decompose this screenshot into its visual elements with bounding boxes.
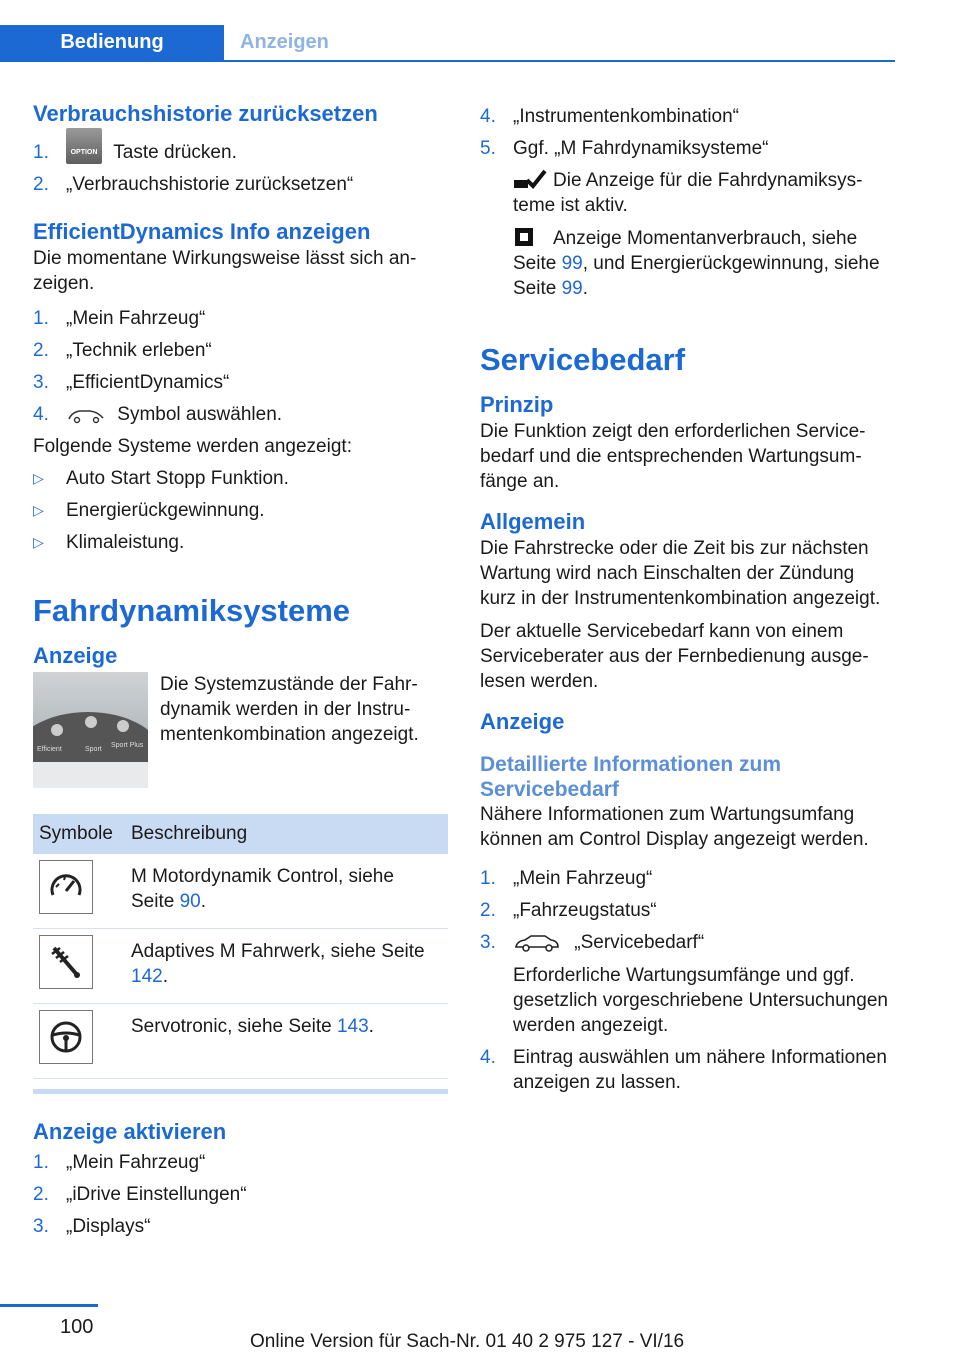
footer-text: Online Version für Sach-Nr. 01 40 2 975 127 - VI/16 [250,1331,685,1352]
list-item: ▷ Klimaleistung. [33,532,185,553]
chapter-title-fahrdynamiksysteme: Fahrdynamiksysteme [33,593,351,628]
suspension-icon [39,935,93,989]
option-button-icon: OPTION [66,128,102,164]
list-item: 3. „EfficientDynamics“ [33,372,230,393]
checkmark-icon [513,168,547,190]
car-service-icon [513,933,561,953]
list-item: ▷ Energierückgewinnung. [33,500,265,521]
list-item: 2. „Technik erleben“ [33,340,212,361]
section-title-anzeige: Anzeige [480,709,565,734]
list-item: 2. „iDrive Einstellungen“ [33,1184,247,1205]
triangle-bullet-icon: ▷ [33,502,44,518]
list-item: 1. „Mein Fahrzeug“ [480,868,653,889]
section-title-anzeige-aktivieren: Anzeige aktivieren [33,1119,227,1144]
right-column [480,104,890,1102]
page-link[interactable]: 99 [561,253,583,274]
steering-wheel-icon [39,1010,93,1064]
table-header: Symbole Beschreibung [33,814,448,854]
section-title-allgemein: Allgemein [480,509,586,534]
symbol-table [33,814,448,1079]
list-item: 3. „Servicebedarf“ Erforderliche Wartungsumfänge und ggf. gesetzlich vorgeschriebene Untersuchungen werden angezeigt. [480,932,888,1036]
square-icon [515,228,533,246]
paragraph: Nähere Informationen zum Wartungsumfang können am Control Display angezeigt werden. [480,804,869,850]
subsection-title-detaillierte-informationen: Detaillierte Informationen zum Servicebedarf [480,753,782,801]
paragraph: Die Fahrstrecke oder die Zeit bis zur nächsten Wartung wird nach Einschalten der Zündung kurz in der Instrumentenkombination angezeigt. [480,538,881,609]
instrument-image: Efficient Sport Sport Plus [33,672,148,788]
list-item: 4. Eintrag auswählen um nähere Informationen anzeigen zu lassen. [480,1047,887,1093]
list-item: 2. „Fahrzeugstatus“ [480,900,657,921]
chapter-title-servicebedarf: Servicebedarf [480,342,686,377]
table-row: Servotronic, siehe Seite 143. [33,1004,448,1079]
paragraph: Anzeige Momentanverbrauch, siehe Seite 99, und Energierückgewinnung, siehe Seite 99. [513,228,880,299]
paragraph: Folgende Systeme werden angezeigt: [33,436,352,457]
list-item: 1. „Mein Fahrzeug“ [33,308,206,329]
car-eco-icon [66,406,106,424]
list-item: ▷ Auto Start Stopp Funktion. [33,468,289,489]
list-item: 1. „Mein Fahrzeug“ [33,1152,206,1173]
page-link[interactable]: 99 [561,278,583,299]
anzeige-block [33,672,448,788]
tab-anzeigen[interactable]: Anzeigen [240,31,329,53]
page-link[interactable]: 90 [179,891,201,912]
triangle-bullet-icon: ▷ [33,470,44,486]
list-item: 5. Ggf. „M Fahrdynamiksysteme“ [480,138,769,159]
page-number: 100 [60,1316,94,1338]
list-item: 2. „Verbrauchshistorie zurücksetzen“ [33,174,354,195]
section-title-prinzip: Prinzip [480,392,554,417]
page-link[interactable]: 142 [131,966,163,987]
paragraph: Die momentane Wirkungsweise lässt sich anzeigen. [33,248,417,294]
list-item: 1. OPTION Taste drücken. [33,140,448,165]
table-row: Adaptives M Fahrwerk, siehe Seite 142. [33,929,448,1004]
tab-bedienung[interactable]: Bedienung [0,25,224,60]
section-title-verbrauchshistorie: Verbrauchshistorie zurücksetzen [33,101,378,126]
section-title-anzeige: Anzeige [33,643,118,668]
footer-line [0,1304,98,1307]
table-row: M Motordynamik Control, siehe Seite 90. [33,854,448,929]
section-title-efficientdynamics: EfficientDynamics Info anzeigen [33,219,371,244]
list-item: 4. „Instrumentenkombination“ [480,106,739,127]
paragraph: Die Anzeige für die Fahrdynamiksysteme ist aktiv. [513,170,863,216]
paragraph: Die Funktion zeigt den erforderlichen Servicebedarf und die entsprechenden Wartungsumfänge an. [480,421,866,492]
tab-bar [0,25,895,62]
page-link[interactable]: 143 [336,1016,369,1037]
left-column [33,100,448,1246]
speedometer-icon [39,860,93,914]
paragraph: Die Systemzustände der Fahrdynamik werden in der Instrumentenkombination angezeigt. [160,674,419,745]
triangle-bullet-icon: ▷ [33,534,44,550]
paragraph: Der aktuelle Servicebedarf kann von einem Serviceberater aus der Fernbedienung ausgelesen werden. [480,621,869,692]
list-item: 4. Symbol auswählen. [33,404,283,425]
list-item: 3. „Displays“ [33,1216,151,1237]
